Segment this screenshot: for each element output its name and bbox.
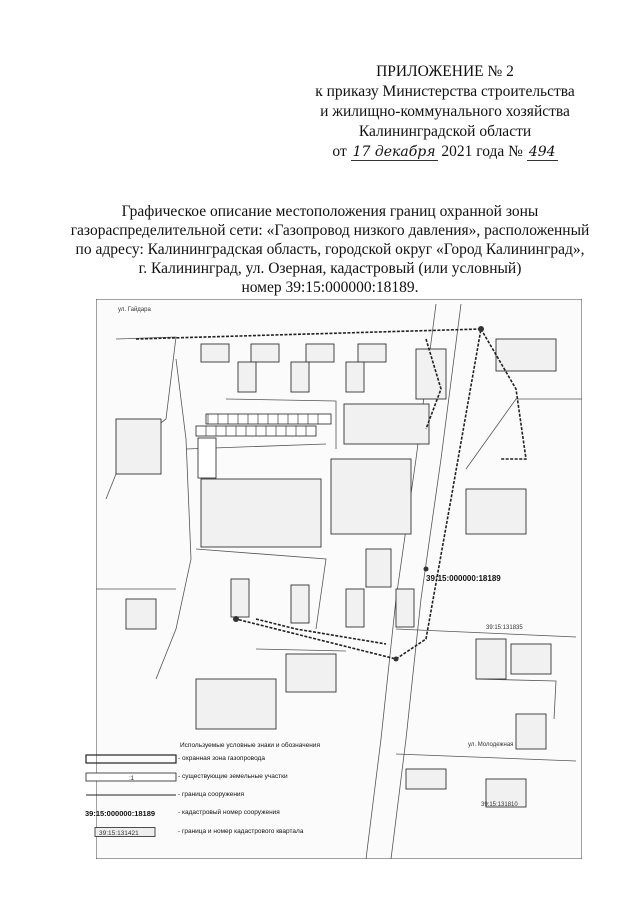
- cadastral-quarter-symbol-label: 39:15:131421: [99, 830, 139, 837]
- legend-text-protection-zone: - охранная зона газопровода: [178, 755, 265, 762]
- legend-text-cadastral-number: - кадастровый номер сооружения: [178, 809, 280, 816]
- cadastral-quarter-symbol: [85, 827, 177, 837]
- cadastral-number-label: 39:15:000000:18189: [426, 574, 501, 583]
- legend-item-structure-boundary: [80, 790, 340, 804]
- legend-item-land-plots: [80, 772, 340, 786]
- legend-text-structure-boundary: - граница сооружения: [178, 791, 245, 798]
- appendix-title: ПРИЛОЖЕНИЕ № 2: [376, 63, 514, 80]
- handwritten-order-number: 494: [528, 144, 556, 160]
- date-year: 2021 года №: [441, 143, 523, 160]
- cadastral-number-symbol-label: 39:15:000000:18189: [85, 809, 156, 818]
- legend-text-cadastral-quarter: - граница и номер кадастрового квартала: [178, 828, 304, 835]
- protection-zone-symbol: [85, 754, 177, 764]
- appendix-header: [300, 62, 590, 162]
- street-label-molodezhnaya: ул. Молодежная: [468, 742, 514, 748]
- appendix-line-ministry: и жилищно-коммунального хозяйства: [320, 103, 570, 120]
- date-prefix: от: [332, 143, 347, 160]
- title-line-4: г. Калининград, ул. Озерная, кадастровый (или условный): [138, 260, 522, 277]
- structure-boundary-symbol: [85, 790, 177, 800]
- street-label-gaidara: ул. Гайдара: [118, 307, 151, 313]
- legend-text-land-plots: - существующие земельные участки: [178, 773, 288, 780]
- legend-heading: Используемые условные знаки и обозначения: [180, 742, 320, 749]
- title-line-2: газораспределительной сети: «Газопровод низкого давления», расположенный: [70, 222, 590, 239]
- land-plot-symbol: [85, 772, 177, 782]
- quarter-label-2: 39:15:131810: [481, 802, 518, 808]
- land-plot-symbol-label: :1: [129, 776, 135, 782]
- title-line-1: Графическое описание местоположения границ охранной зоны: [121, 203, 539, 220]
- title-line-5: номер 39:15:000000:18189.: [241, 279, 419, 296]
- appendix-line-region: Калининградской области: [358, 123, 532, 140]
- legend-item-protection-zone: [80, 754, 340, 768]
- legend-item-cadastral-quarter: [80, 827, 340, 841]
- cadastral-number-symbol: [85, 808, 177, 818]
- quarter-label-1: 39:15:131835: [486, 625, 523, 631]
- document-title: [60, 202, 600, 297]
- handwritten-date: 17 декабря: [352, 144, 436, 160]
- appendix-date-line: [300, 142, 590, 162]
- legend-item-cadastral-number: [80, 808, 340, 822]
- appendix-line-order: к приказу Министерства строительства: [315, 83, 575, 100]
- title-line-3: по адресу: Калининградская область, городской округ «Город Калининград»,: [75, 241, 585, 258]
- map-legend: [80, 742, 340, 852]
